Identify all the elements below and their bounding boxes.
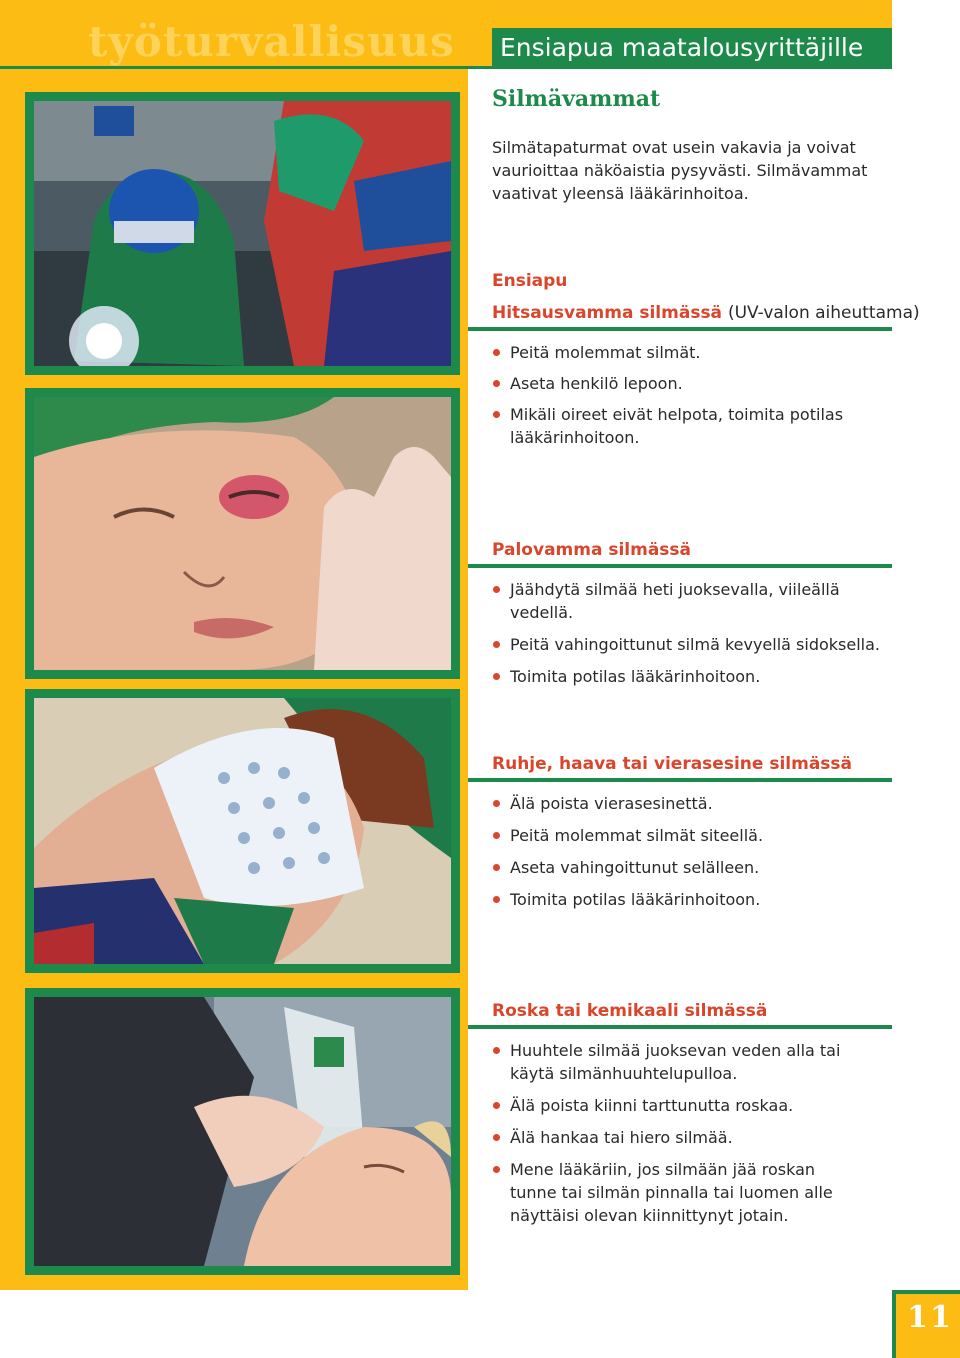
list-item: Toimita potilas lääkärinhoitoon.	[492, 888, 882, 911]
section-divider	[468, 778, 892, 782]
list-item: Älä poista kiinni tarttunutta roskaa.	[492, 1094, 852, 1117]
list-item: Mikäli oireet eivät helpota, toimita potilas lääkärinhoitoon.	[492, 403, 872, 449]
injury-list	[492, 792, 882, 911]
list-item: Peitä molemmat silmät siteellä.	[492, 824, 882, 847]
eye-burn-photo	[25, 388, 460, 679]
bandaged-eyes-photo	[25, 689, 460, 973]
list-item: Toimita potilas lääkärinhoitoon.	[492, 665, 892, 688]
first-aid-label: Ensiapu	[492, 271, 568, 291]
brand-logo-text: työturvallisuus	[88, 17, 455, 66]
list-item: Aseta henkilö lepoon.	[492, 372, 872, 395]
welding-photo	[25, 92, 460, 375]
list-item: Älä hankaa tai hiero silmää.	[492, 1126, 852, 1149]
main-heading: Silmävammat	[492, 86, 661, 112]
header-divider	[0, 66, 892, 69]
section-divider	[468, 1025, 892, 1029]
eye-rinse-photo	[25, 988, 460, 1275]
list-item: Mene lääkäriin, jos silmään jää roskan tunne tai silmän pinnalla tai luomen alle näyttäisi olevan kiinnittynyt jotain.	[492, 1158, 852, 1227]
list-item: Älä poista vierasesinettä.	[492, 792, 882, 815]
burn-list	[492, 578, 892, 688]
list-item: Peitä vahingoittunut silmä kevyellä sidoksella.	[492, 633, 892, 656]
weld-title: Hitsausvamma silmässä	[492, 303, 723, 323]
page-number: 11	[907, 1300, 953, 1335]
list-item: Aseta vahingoittunut selälleen.	[492, 856, 882, 879]
section-divider	[468, 327, 892, 331]
burn-heading: Palovamma silmässä	[492, 540, 692, 560]
weld-aside: (UV-valon aiheuttama)	[727, 303, 920, 323]
injury-heading: Ruhje, haava tai vierasesine silmässä	[492, 754, 852, 774]
debris-heading: Roska tai kemikaali silmässä	[492, 1001, 768, 1021]
list-item: Huuhtele silmää juoksevan veden alla tai käytä silmänhuuhtelupulloa.	[492, 1039, 852, 1085]
section-divider	[468, 564, 892, 568]
list-item: Jäähdytä silmää heti juoksevalla, viileällä vedellä.	[492, 578, 892, 624]
list-item: Peitä molemmat silmät.	[492, 341, 872, 364]
weld-list	[492, 341, 872, 449]
intro-paragraph: Silmätapaturmat ovat usein vakavia ja voivat vaurioittaa näköaistia pysyvästi. Silmävammat vaativat yleensä lääkärinhoitoa.	[492, 138, 868, 203]
debris-list	[492, 1039, 852, 1227]
weld-heading	[492, 303, 920, 323]
page-title: Ensiapua maatalousyrittäjille	[500, 33, 864, 62]
